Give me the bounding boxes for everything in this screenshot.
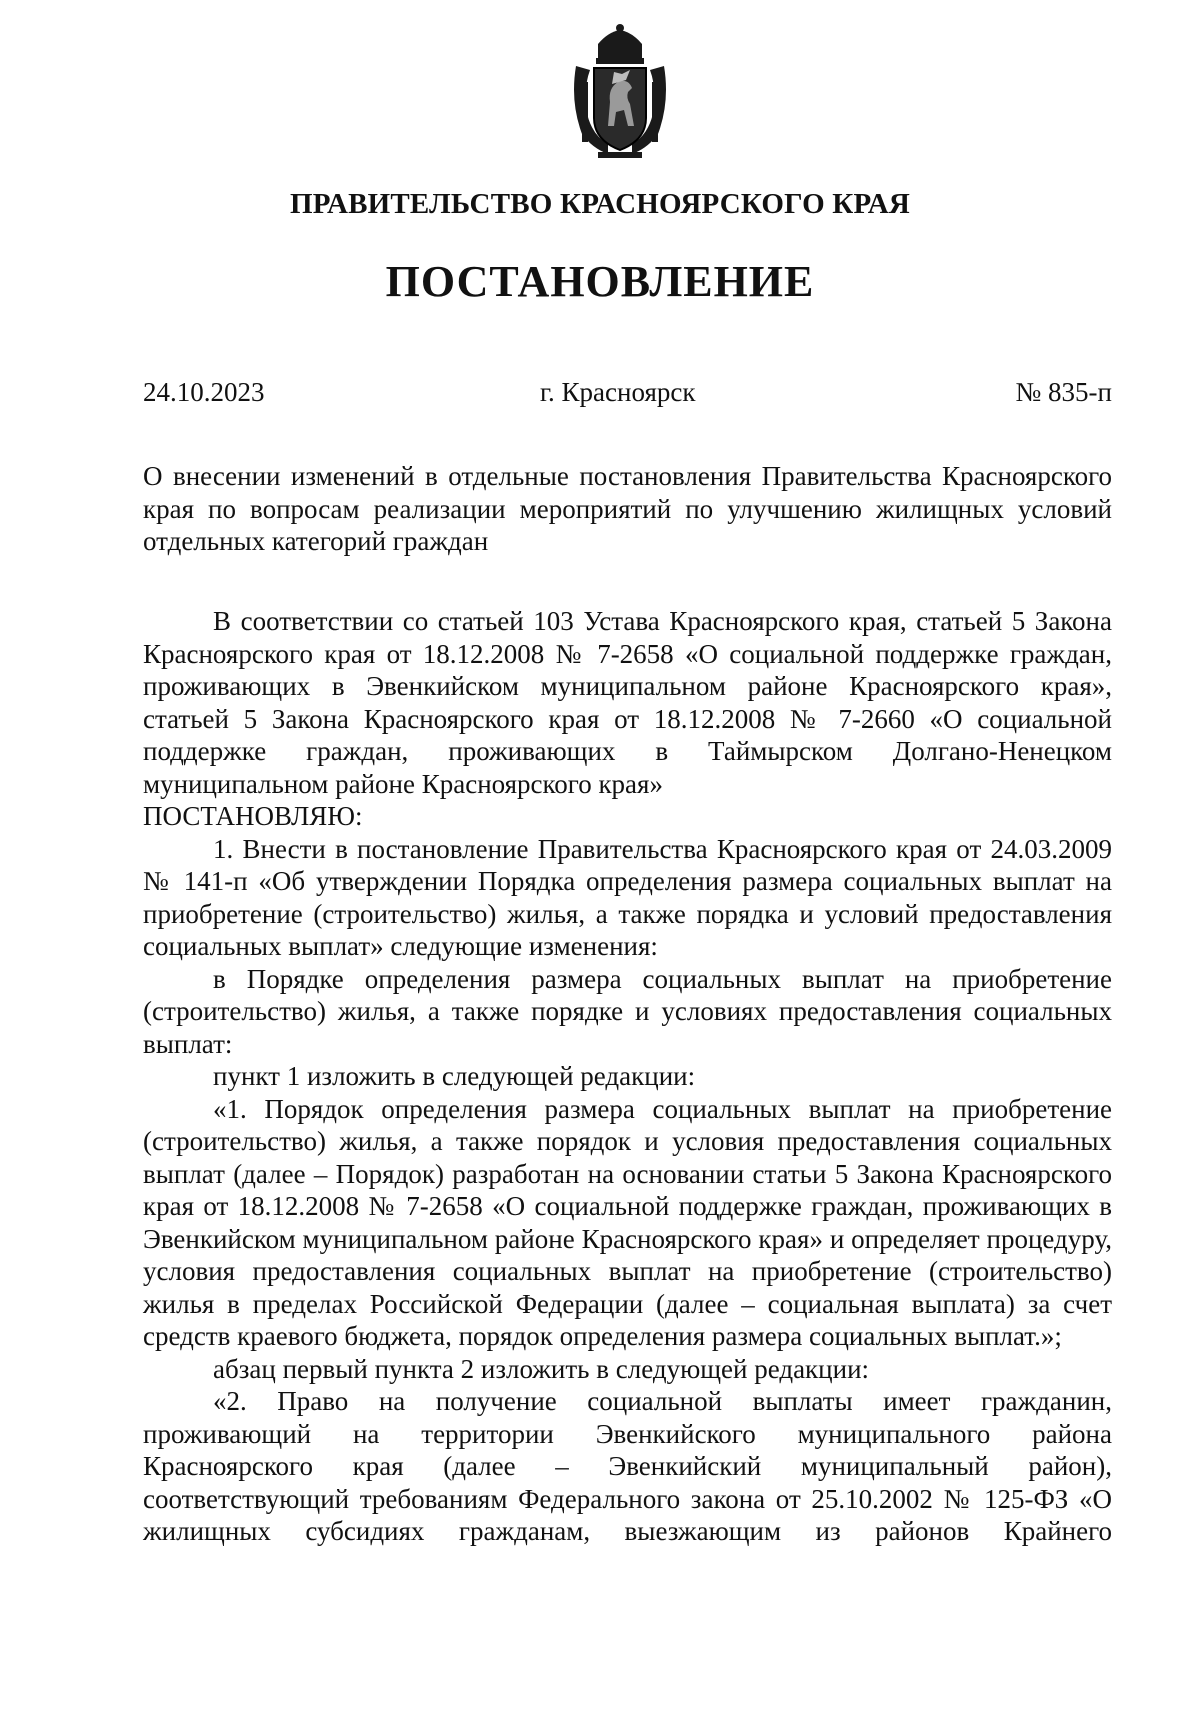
paragraph-point-2-text: «2. Право на получение социальной выплаты имеет гражданин, проживающий на территории Эвенкийского муниципального района Красноярского края (далее – Эвенкийский муниципальный район), соответствующий требованиям Федерального закона от 25.10.2002 № 125-ФЗ «О жилищных субсидиях гражданам, выезжающим из районов Крайнего: [143, 1386, 1112, 1546]
document-body: [143, 605, 1112, 1548]
paragraph-point-1-text: «1. Порядок определения размера социальных выплат на приобретение (строительство) жилья, а также порядок и условия предоставления социальных выплат (далее – Порядок) разработан на основании статьи 5 Закона Красноярского края от 18.12.2008 № 7-2658 «О социальной поддержке граждан, проживающих в Эвенкийском муниципальном районе Красноярского края» и определяет процедуру, условия предоставления социальных выплат на приобретение (строительство) жилья в пределах Российской Федерации (далее – социальная выплата) за счет средств краевого бюджета, порядок определения размера социальных выплат.»;: [143, 1093, 1112, 1351]
paragraph-item-1: 1. Внести в постановление Правительства Красноярского края от 24.03.2009 № 141-п «Об утверждении Порядка определения размера социальных выплат на приобретение (строительство) жилья, а также порядка и условий предоставления социальных выплат» следующие изменения:: [143, 833, 1112, 961]
paragraph-resolve: ПОСТАНОВЛЯЮ:: [143, 801, 363, 831]
organization-name: ПРАВИТЕЛЬСТВО КРАСНОЯРСКОГО КРАЯ: [289, 188, 911, 220]
paragraph-point-2-edit: абзац первый пункта 2 изложить в следующей редакции:: [213, 1353, 870, 1384]
document-city: г. Красноярск: [540, 377, 696, 407]
paragraph-point-1-edit: пункт 1 изложить в следующей редакции:: [213, 1061, 696, 1091]
document-title: О внесении изменений в отдельные постановления Правительства Красноярского края по вопросам реализации мероприятий по улучшению жилищных условий отдельных категорий граждан: [143, 461, 1112, 556]
document-number: № 835-п: [1015, 377, 1112, 407]
paragraph-order-changes: в Порядке определения размера социальных выплат на приобретение (строительство) жилья, а также порядке и условиях предоставления социальных выплат:: [143, 963, 1112, 1059]
document-type: ПОСТАНОВЛЕНИЕ: [385, 257, 815, 306]
document-date: 24.10.2023: [143, 377, 265, 407]
coat-of-arms-emblem: [568, 22, 672, 162]
paragraph-preamble: В соответствии со статьей 103 Устава Красноярского края, статьей 5 Закона Красноярского края от 18.12.2008 № 7-2658 «О социальной поддержке граждан, проживающих в Эвенкийском муниципальном районе Красноярского края», статьей 5 Закона Красноярского края от 18.12.2008 № 7-2660 «О социальной поддержке граждан, проживающих в Таймырском Долгано-Ненецком муниципальном районе Красноярского края»: [143, 606, 1112, 799]
